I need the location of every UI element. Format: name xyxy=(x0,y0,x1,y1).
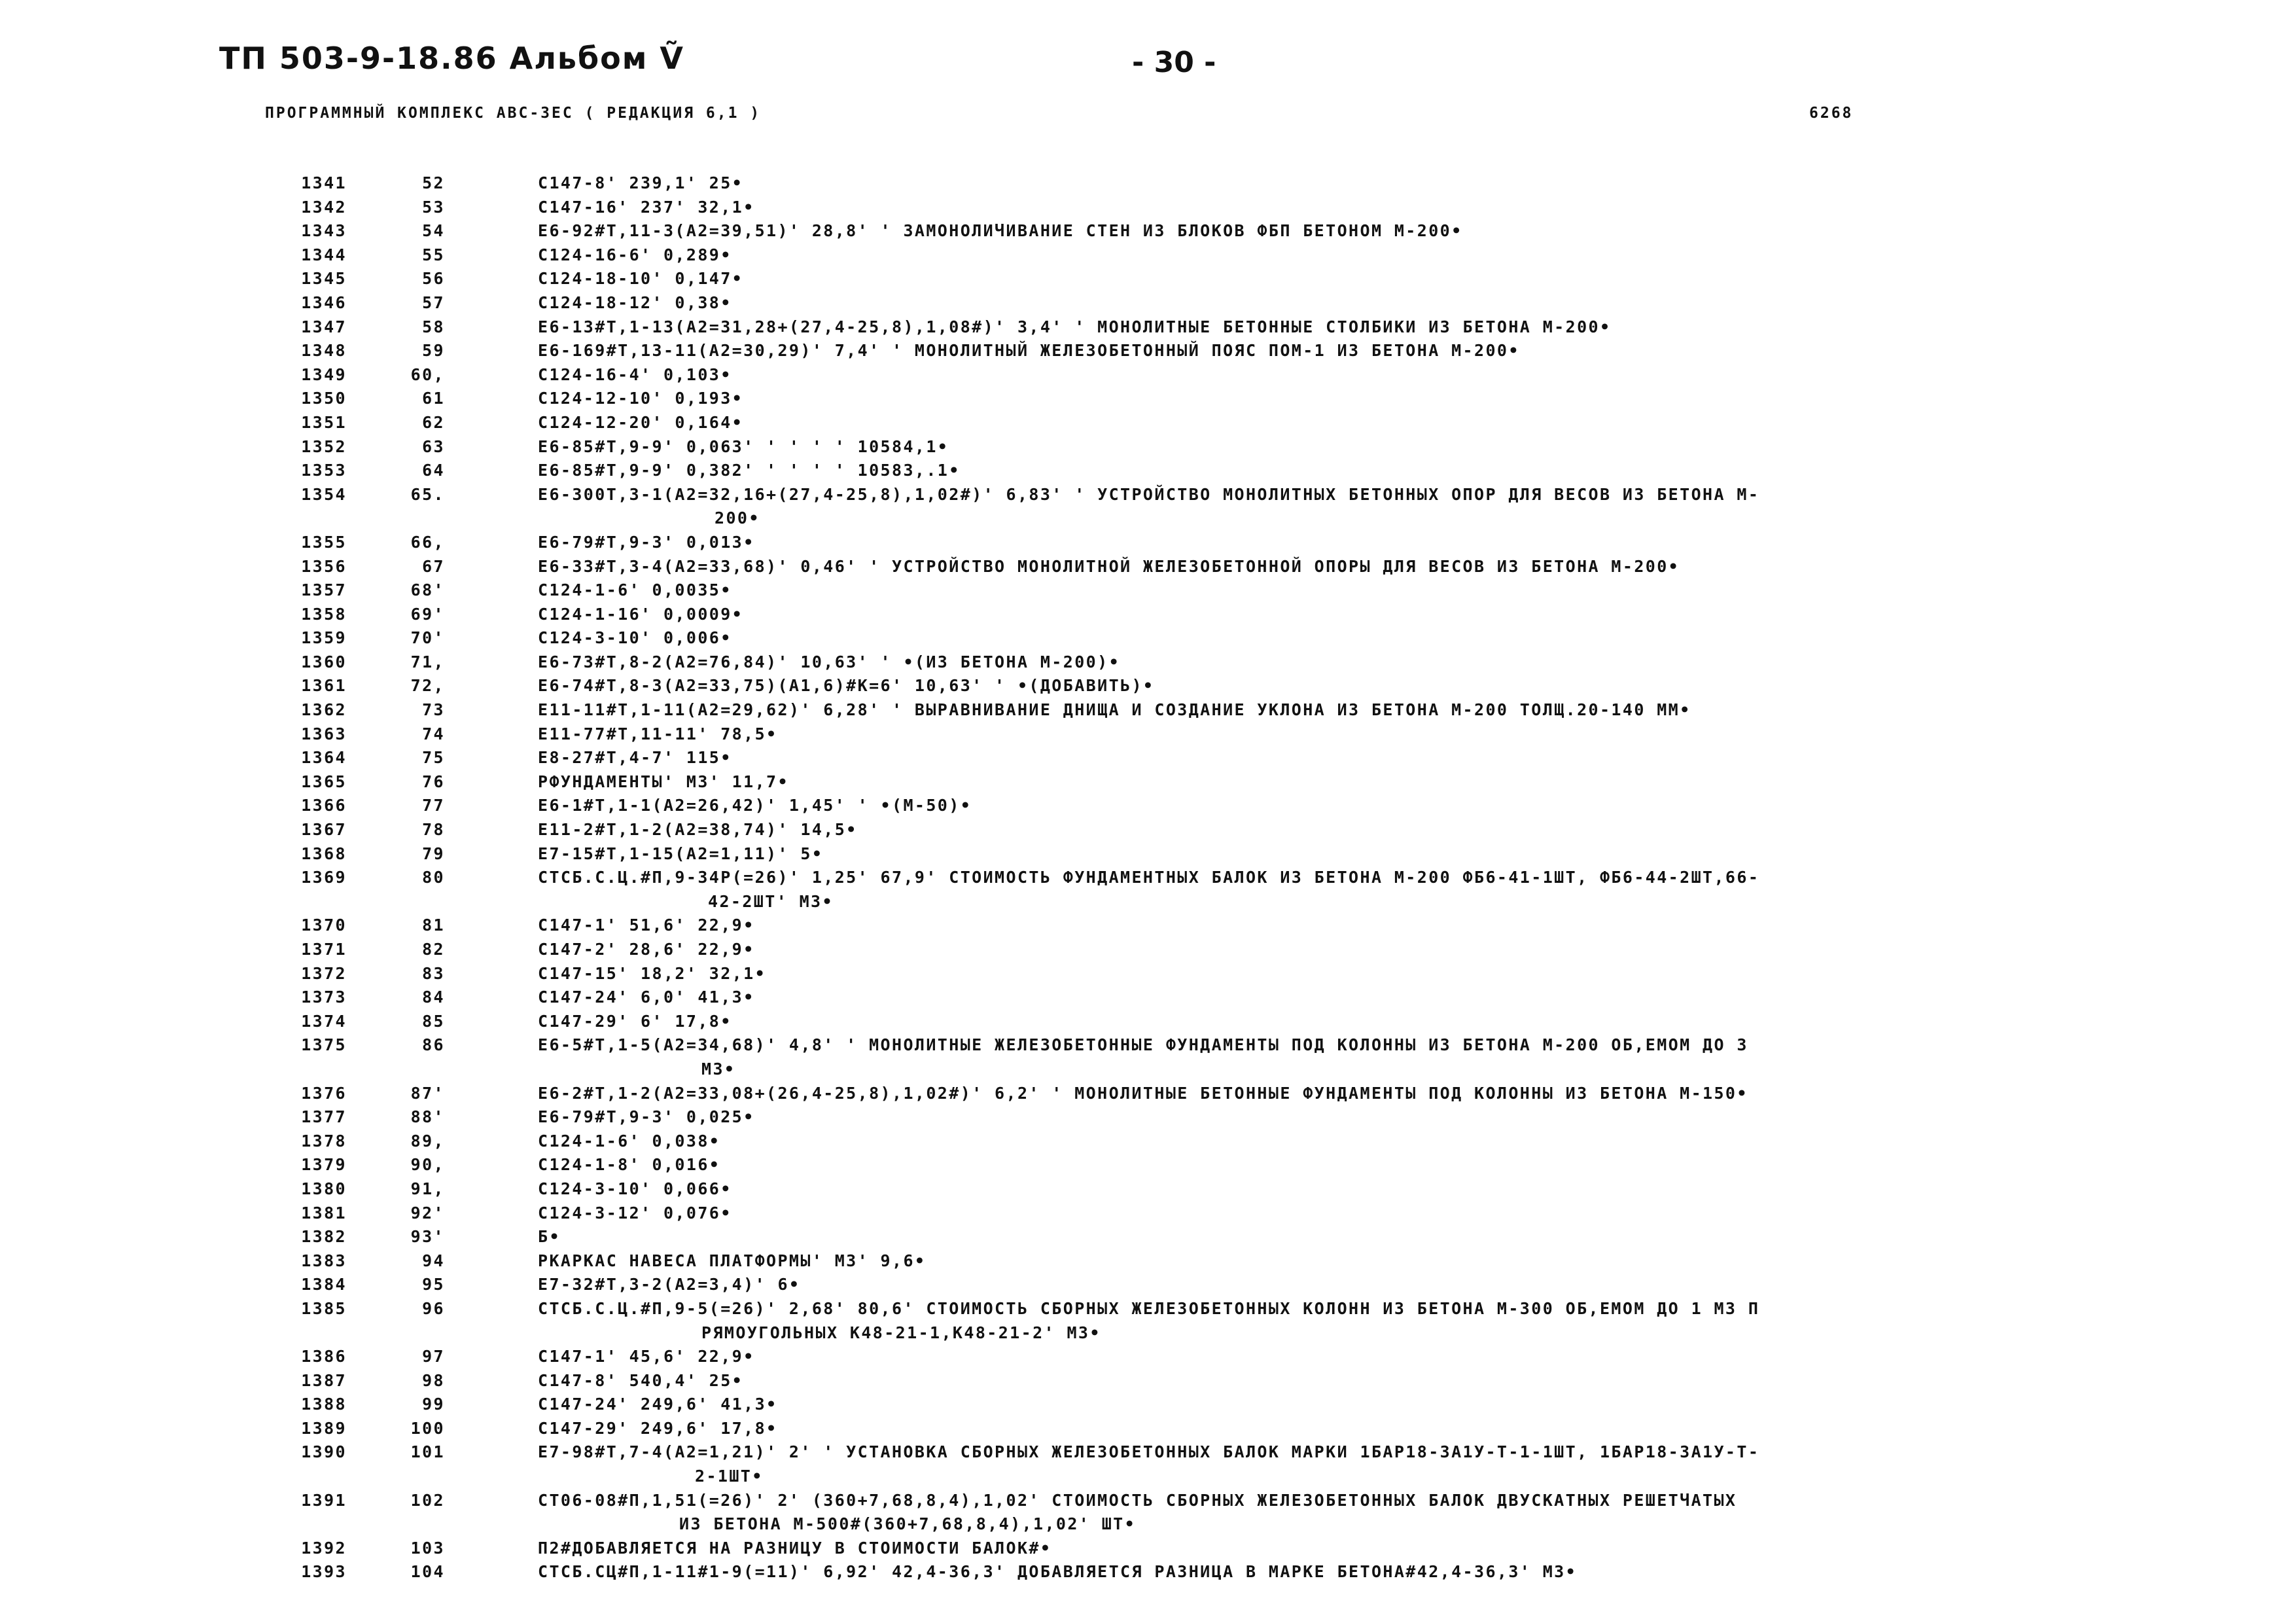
listing-row xyxy=(0,1489,2296,1537)
header-title: ТП 503-9-18.86 Альбом Ṽ xyxy=(219,41,684,76)
listing-row xyxy=(0,1082,2296,1106)
listing-row xyxy=(0,794,2296,818)
row-entry-text: Е6-92#Т,11-3(А2=39,51)' 28,8' ' ЗАМОНОЛИЧИВАНИЕ СТЕН ИЗ БЛОКОВ ФБП БЕТОНОМ М-200• xyxy=(538,221,1463,241)
row-item-number: 104 xyxy=(410,1562,445,1582)
row-sequence-number: 1374 xyxy=(301,1011,347,1031)
row-sequence-number: 1357 xyxy=(301,580,347,600)
listing-row xyxy=(0,171,2296,196)
listing-row xyxy=(0,579,2296,603)
row-sequence-number: 1384 xyxy=(301,1275,347,1294)
row-entry-text: С124-16-6' 0,289• xyxy=(538,245,732,264)
row-item-number: 70' xyxy=(410,628,445,648)
row-entry-text: С147-29' 6' 17,8• xyxy=(538,1011,732,1031)
row-continuation-text: 2-1ШТ• xyxy=(695,1467,764,1486)
row-item-number: 72, xyxy=(410,676,445,696)
row-sequence-number: 1390 xyxy=(301,1442,347,1462)
row-entry-text: Е6-79#Т,9-3' 0,025• xyxy=(538,1107,755,1127)
row-item-number: 85 xyxy=(422,1011,445,1031)
row-item-number: 82 xyxy=(422,940,445,959)
listing-row xyxy=(0,1202,2296,1226)
listing-row xyxy=(0,603,2296,627)
row-item-number: 64 xyxy=(422,461,445,480)
listing-row xyxy=(0,1393,2296,1417)
row-item-number: 65. xyxy=(410,484,445,504)
row-sequence-number: 1366 xyxy=(301,796,347,815)
listing-row xyxy=(0,243,2296,268)
listing-row xyxy=(0,1105,2296,1130)
row-entry-text: Е7-15#Т,1-15(А2=1,11)' 5• xyxy=(538,844,824,863)
row-item-number: 100 xyxy=(410,1418,445,1438)
listing-row xyxy=(0,962,2296,986)
row-item-number: 56 xyxy=(422,269,445,289)
row-entry-text: С147-15' 18,2' 32,1• xyxy=(538,963,767,983)
row-item-number: 81 xyxy=(422,916,445,935)
row-entry-text: С124-1-6' 0,0035• xyxy=(538,580,732,600)
listing-row xyxy=(0,651,2296,675)
row-entry-text: С147-24' 6,0' 41,3• xyxy=(538,988,755,1007)
row-item-number: 73 xyxy=(422,700,445,720)
listing-row xyxy=(0,291,2296,315)
row-sequence-number: 1381 xyxy=(301,1203,347,1222)
row-entry-text: Е6-74#Т,8-3(А2=33,75)(А1,6)#К=6' 10,63' ' •(ДОБАВИТЬ)• xyxy=(538,676,1155,696)
row-item-number: 66, xyxy=(410,532,445,552)
row-entry-text: Е6-2#Т,1-2(А2=33,08+(26,4-25,8),1,02#)' 6,2' ' МОНОЛИТНЫЕ БЕТОННЫЕ ФУНДАМЕНТЫ ПОД КОЛОННЫ ИЗ БЕТОНА М-150• xyxy=(538,1083,1748,1103)
row-item-number: 76 xyxy=(422,772,445,791)
row-sequence-number: 1350 xyxy=(301,389,347,408)
listing-row xyxy=(0,698,2296,722)
row-entry-text: СТСБ.СЦ#П,1-11#1-9(=11)' 6,92' 42,4-36,3' ДОБАВЛЯЕТСЯ РАЗНИЦА В МАРКЕ БЕТОНА#42,4-36,3' М3• xyxy=(538,1562,1578,1582)
listing-row xyxy=(0,818,2296,842)
row-item-number: 98 xyxy=(422,1370,445,1390)
listing-row xyxy=(0,267,2296,291)
row-entry-text: С124-12-20' 0,164• xyxy=(538,412,744,432)
row-item-number: 103 xyxy=(410,1538,445,1558)
listing-row xyxy=(0,531,2296,555)
row-sequence-number: 1345 xyxy=(301,269,347,289)
row-entry-text: С124-1-8' 0,016• xyxy=(538,1155,721,1175)
row-sequence-number: 1360 xyxy=(301,652,347,671)
row-sequence-number: 1343 xyxy=(301,221,347,241)
listing-row xyxy=(0,1417,2296,1441)
row-item-number: 99 xyxy=(422,1395,445,1414)
listing-row xyxy=(0,1560,2296,1584)
row-item-number: 69' xyxy=(410,604,445,624)
row-item-number: 79 xyxy=(422,844,445,863)
row-entry-text: СТСБ.С.Ц.#П,9-34Р(=26)' 1,25' 67,9' СТОИМОСТЬ ФУНДАМЕНТНЫХ БАЛОК ИЗ БЕТОНА М-200 ФБ6-41-1ШТ, ФБ6-44-2ШТ,66- xyxy=(538,868,1760,887)
row-sequence-number: 1362 xyxy=(301,700,347,720)
row-entry-text: С124-3-10' 0,066• xyxy=(538,1179,732,1198)
row-sequence-number: 1378 xyxy=(301,1131,347,1150)
page-number: - 30 - xyxy=(1132,46,1216,79)
row-sequence-number: 1392 xyxy=(301,1538,347,1558)
row-item-number: 60, xyxy=(410,365,445,384)
row-sequence-number: 1358 xyxy=(301,604,347,624)
row-sequence-number: 1372 xyxy=(301,963,347,983)
row-sequence-number: 1368 xyxy=(301,844,347,863)
listing-row xyxy=(0,1225,2296,1249)
row-sequence-number: 1373 xyxy=(301,988,347,1007)
row-sequence-number: 1385 xyxy=(301,1298,347,1318)
row-entry-text: Е8-27#Т,4-7' 115• xyxy=(538,748,732,768)
listing-row xyxy=(0,1537,2296,1561)
row-entry-text: С124-1-6' 0,038• xyxy=(538,1131,721,1150)
row-item-number: 93' xyxy=(410,1227,445,1247)
row-item-number: 55 xyxy=(422,245,445,264)
row-item-number: 63 xyxy=(422,437,445,456)
row-sequence-number: 1351 xyxy=(301,412,347,432)
row-sequence-number: 1371 xyxy=(301,940,347,959)
row-item-number: 57 xyxy=(422,293,445,312)
row-entry-text: Е6-33#Т,3-4(А2=33,68)' 0,46' ' УСТРОЙСТВО МОНОЛИТНОЙ ЖЕЛЕЗОБЕТОННОЙ ОПОРЫ ДЛЯ ВЕСОВ ИЗ БЕТОНА М-200• xyxy=(538,556,1680,576)
row-item-number: 101 xyxy=(410,1442,445,1462)
row-sequence-number: 1344 xyxy=(301,245,347,264)
row-item-number: 102 xyxy=(410,1490,445,1510)
row-entry-text: Е11-77#Т,11-11' 78,5• xyxy=(538,724,778,743)
row-sequence-number: 1376 xyxy=(301,1083,347,1103)
row-item-number: 58 xyxy=(422,317,445,336)
row-sequence-number: 1388 xyxy=(301,1395,347,1414)
row-entry-text: С124-18-12' 0,38• xyxy=(538,293,732,312)
listing-row xyxy=(0,1440,2296,1488)
row-entry-text: Е7-98#Т,7-4(А2=1,21)' 2' ' УСТАНОВКА СБОРНЫХ ЖЕЛЕЗОБЕТОННЫХ БАЛОК МАРКИ 1БАР18-3А1У-Т-1-1ШТ, 1БАР18-3А1У-Т- xyxy=(538,1442,1760,1462)
row-item-number: 88' xyxy=(410,1107,445,1127)
row-entry-text: Е6-1#Т,1-1(А2=26,42)' 1,45' ' •(М-50)• xyxy=(538,796,972,815)
row-entry-text: Е6-85#Т,9-9' 0,063' ' ' ' ' 10584,1• xyxy=(538,437,949,456)
listing-row xyxy=(0,914,2296,938)
row-item-number: 59 xyxy=(422,341,445,361)
listing-row xyxy=(0,1033,2296,1081)
row-sequence-number: 1370 xyxy=(301,916,347,935)
listing-row xyxy=(0,219,2296,243)
row-continuation-text: ИЗ БЕТОНА М-500#(360+7,68,8,4),1,02' ШТ• xyxy=(679,1514,1137,1534)
row-item-number: 95 xyxy=(422,1275,445,1294)
row-item-number: 92' xyxy=(410,1203,445,1222)
row-sequence-number: 1354 xyxy=(301,484,347,504)
row-sequence-number: 1379 xyxy=(301,1155,347,1175)
row-entry-text: С124-12-10' 0,193• xyxy=(538,389,744,408)
listing-row xyxy=(0,1153,2296,1177)
listing-row xyxy=(0,555,2296,579)
listing-row xyxy=(0,315,2296,340)
row-item-number: 68' xyxy=(410,580,445,600)
row-entry-text: СТСБ.С.Ц.#П,9-5(=26)' 2,68' 80,6' СТОИМОСТЬ СБОРНЫХ ЖЕЛЕЗОБЕТОННЫХ КОЛОНН ИЗ БЕТОНА М-300 ОБ,ЕМОМ ДО 1 М3 П xyxy=(538,1298,1760,1318)
row-entry-text: С124-16-4' 0,103• xyxy=(538,365,732,384)
listing-row xyxy=(0,1273,2296,1297)
row-entry-text: Е6-169#Т,13-11(А2=30,29)' 7,4' ' МОНОЛИТНЫЙ ЖЕЛЕЗОБЕТОННЫЙ ПОЯС ПОМ-1 ИЗ БЕТОНА М-200• xyxy=(538,341,1520,361)
listing-row xyxy=(0,626,2296,651)
listing-row xyxy=(0,435,2296,459)
row-sequence-number: 1341 xyxy=(301,173,347,192)
row-entry-text: П2#ДОБАВЛЯЕТСЯ НА РАЗНИЦУ В СТОИМОСТИ БАЛОК#• xyxy=(538,1538,1052,1558)
listing-row xyxy=(0,483,2296,531)
row-sequence-number: 1342 xyxy=(301,197,347,217)
row-item-number: 75 xyxy=(422,748,445,768)
row-entry-text: С147-8' 540,4' 25• xyxy=(538,1370,744,1390)
row-entry-text: Е6-13#Т,1-13(А2=31,28+(27,4-25,8),1,08#)' 3,4' ' МОНОЛИТНЫЕ БЕТОННЫЕ СТОЛБИКИ ИЗ БЕТОНА М-200• xyxy=(538,317,1612,336)
row-item-number: 91, xyxy=(410,1179,445,1198)
row-sequence-number: 1367 xyxy=(301,820,347,840)
listing-row xyxy=(0,986,2296,1010)
row-item-number: 90, xyxy=(410,1155,445,1175)
row-entry-text: С147-16' 237' 32,1• xyxy=(538,197,755,217)
row-entry-text: Е6-79#Т,9-3' 0,013• xyxy=(538,532,755,552)
listing-row xyxy=(0,411,2296,435)
listing-row xyxy=(0,842,2296,866)
row-sequence-number: 1348 xyxy=(301,341,347,361)
listing-row xyxy=(0,938,2296,962)
row-item-number: 80 xyxy=(422,868,445,887)
row-item-number: 89, xyxy=(410,1131,445,1150)
row-item-number: 96 xyxy=(422,1298,445,1318)
row-sequence-number: 1363 xyxy=(301,724,347,743)
row-sequence-number: 1389 xyxy=(301,1418,347,1438)
listing-row xyxy=(0,1130,2296,1154)
row-item-number: 67 xyxy=(422,556,445,576)
row-item-number: 71, xyxy=(410,652,445,671)
row-item-number: 54 xyxy=(422,221,445,241)
listing-row xyxy=(0,363,2296,387)
listing-row xyxy=(0,1345,2296,1369)
row-continuation-text: РЯМОУГОЛЬНЫХ К48-21-1,К48-21-2' М3• xyxy=(701,1323,1101,1342)
row-entry-text: Е6-73#Т,8-2(А2=76,84)' 10,63' ' •(ИЗ БЕТОНА М-200)• xyxy=(538,652,1121,671)
row-item-number: 78 xyxy=(422,820,445,840)
row-sequence-number: 1365 xyxy=(301,772,347,791)
listing-row xyxy=(0,674,2296,698)
row-sequence-number: 1356 xyxy=(301,556,347,576)
listing-row xyxy=(0,387,2296,411)
row-entry-text: С147-1' 51,6' 22,9• xyxy=(538,916,755,935)
listing-row xyxy=(0,1369,2296,1393)
row-entry-text: Е7-32#Т,3-2(А2=3,4)' 6• xyxy=(538,1275,801,1294)
row-item-number: 97 xyxy=(422,1347,445,1366)
program-line: ПРОГРАММНЫЙ КОМПЛЕКС АВС-3ЕС ( РЕДАКЦИЯ 6,1 ) xyxy=(265,105,762,122)
row-item-number: 52 xyxy=(422,173,445,192)
row-item-number: 84 xyxy=(422,988,445,1007)
row-item-number: 74 xyxy=(422,724,445,743)
row-sequence-number: 1393 xyxy=(301,1562,347,1582)
row-sequence-number: 1369 xyxy=(301,868,347,887)
listing-row xyxy=(0,770,2296,794)
row-entry-text: Е6-300Т,3-1(А2=32,16+(27,4-25,8),1,02#)' 6,83' ' УСТРОЙСТВО МОНОЛИТНЫХ БЕТОННЫХ ОПОР ДЛЯ ВЕСОВ ИЗ БЕТОНА М- xyxy=(538,484,1760,504)
listing-row xyxy=(0,722,2296,747)
row-sequence-number: 1380 xyxy=(301,1179,347,1198)
row-entry-text: Е11-11#Т,1-11(А2=29,62)' 6,28' ' ВЫРАВНИВАНИЕ ДНИЩА И СОЗДАНИЕ УКЛОНА ИЗ БЕТОНА М-200 ТОЛЩ.20-140 ММ• xyxy=(538,700,1691,720)
row-item-number: 53 xyxy=(422,197,445,217)
listing-row xyxy=(0,459,2296,483)
row-entry-text: С147-1' 45,6' 22,9• xyxy=(538,1347,755,1366)
row-entry-text: РФУНДАМЕНТЫ' М3' 11,7• xyxy=(538,772,789,791)
row-sequence-number: 1353 xyxy=(301,461,347,480)
row-item-number: 94 xyxy=(422,1251,445,1270)
row-entry-text: Е6-5#Т,1-5(А2=34,68)' 4,8' ' МОНОЛИТНЫЕ ЖЕЛЕЗОБЕТОННЫЕ ФУНДАМЕНТЫ ПОД КОЛОННЫ ИЗ БЕТОНА М-200 ОБ,ЕМОМ ДО 3 xyxy=(538,1035,1748,1055)
listing xyxy=(0,171,2296,1584)
row-sequence-number: 1359 xyxy=(301,628,347,648)
row-continuation-text: 42-2ШТ' М3• xyxy=(708,891,834,911)
row-sequence-number: 1383 xyxy=(301,1251,347,1270)
row-sequence-number: 1352 xyxy=(301,437,347,456)
row-entry-text: С124-1-16' 0,0009• xyxy=(538,604,744,624)
row-sequence-number: 1377 xyxy=(301,1107,347,1127)
row-entry-text: С124-3-12' 0,076• xyxy=(538,1203,732,1222)
row-item-number: 61 xyxy=(422,389,445,408)
listing-row xyxy=(0,1010,2296,1034)
row-continuation-text: М3• xyxy=(701,1059,736,1079)
document-number: 6268 xyxy=(1809,105,1854,122)
row-item-number: 83 xyxy=(422,963,445,983)
row-sequence-number: 1355 xyxy=(301,532,347,552)
row-item-number: 62 xyxy=(422,412,445,432)
row-item-number: 77 xyxy=(422,796,445,815)
row-entry-text: С147-8' 239,1' 25• xyxy=(538,173,744,192)
row-entry-text: С124-18-10' 0,147• xyxy=(538,269,744,289)
row-entry-text: С147-24' 249,6' 41,3• xyxy=(538,1395,778,1414)
row-entry-text: С147-29' 249,6' 17,8• xyxy=(538,1418,778,1438)
row-sequence-number: 1387 xyxy=(301,1370,347,1390)
row-entry-text: СТ06-08#П,1,51(=26)' 2' (360+7,68,8,4),1,02' СТОИМОСТЬ СБОРНЫХ ЖЕЛЕЗОБЕТОННЫХ БАЛОК ДВУСКАТНЫХ РЕШЕТЧАТЫХ xyxy=(538,1490,1737,1510)
row-entry-text: Б• xyxy=(538,1227,561,1247)
row-sequence-number: 1386 xyxy=(301,1347,347,1366)
listing-row xyxy=(0,339,2296,363)
row-entry-text: С124-3-10' 0,006• xyxy=(538,628,732,648)
row-continuation-text: 200• xyxy=(715,508,760,528)
row-entry-text: Е6-85#Т,9-9' 0,382' ' ' ' ' 10583,.1• xyxy=(538,461,961,480)
row-item-number: 87' xyxy=(410,1083,445,1103)
row-sequence-number: 1361 xyxy=(301,676,347,696)
row-item-number: 86 xyxy=(422,1035,445,1055)
listing-row xyxy=(0,1177,2296,1202)
row-sequence-number: 1391 xyxy=(301,1490,347,1510)
row-entry-text: С147-2' 28,6' 22,9• xyxy=(538,940,755,959)
row-sequence-number: 1364 xyxy=(301,748,347,768)
row-sequence-number: 1375 xyxy=(301,1035,347,1055)
row-sequence-number: 1346 xyxy=(301,293,347,312)
listing-row xyxy=(0,866,2296,914)
listing-row xyxy=(0,1297,2296,1345)
row-sequence-number: 1347 xyxy=(301,317,347,336)
row-entry-text: РКАРКАС НАВЕСА ПЛАТФОРМЫ' М3' 9,6• xyxy=(538,1251,927,1270)
listing-row xyxy=(0,746,2296,770)
row-entry-text: Е11-2#Т,1-2(А2=38,74)' 14,5• xyxy=(538,820,858,840)
listing-row xyxy=(0,196,2296,220)
row-sequence-number: 1382 xyxy=(301,1227,347,1247)
row-sequence-number: 1349 xyxy=(301,365,347,384)
listing-row xyxy=(0,1249,2296,1274)
